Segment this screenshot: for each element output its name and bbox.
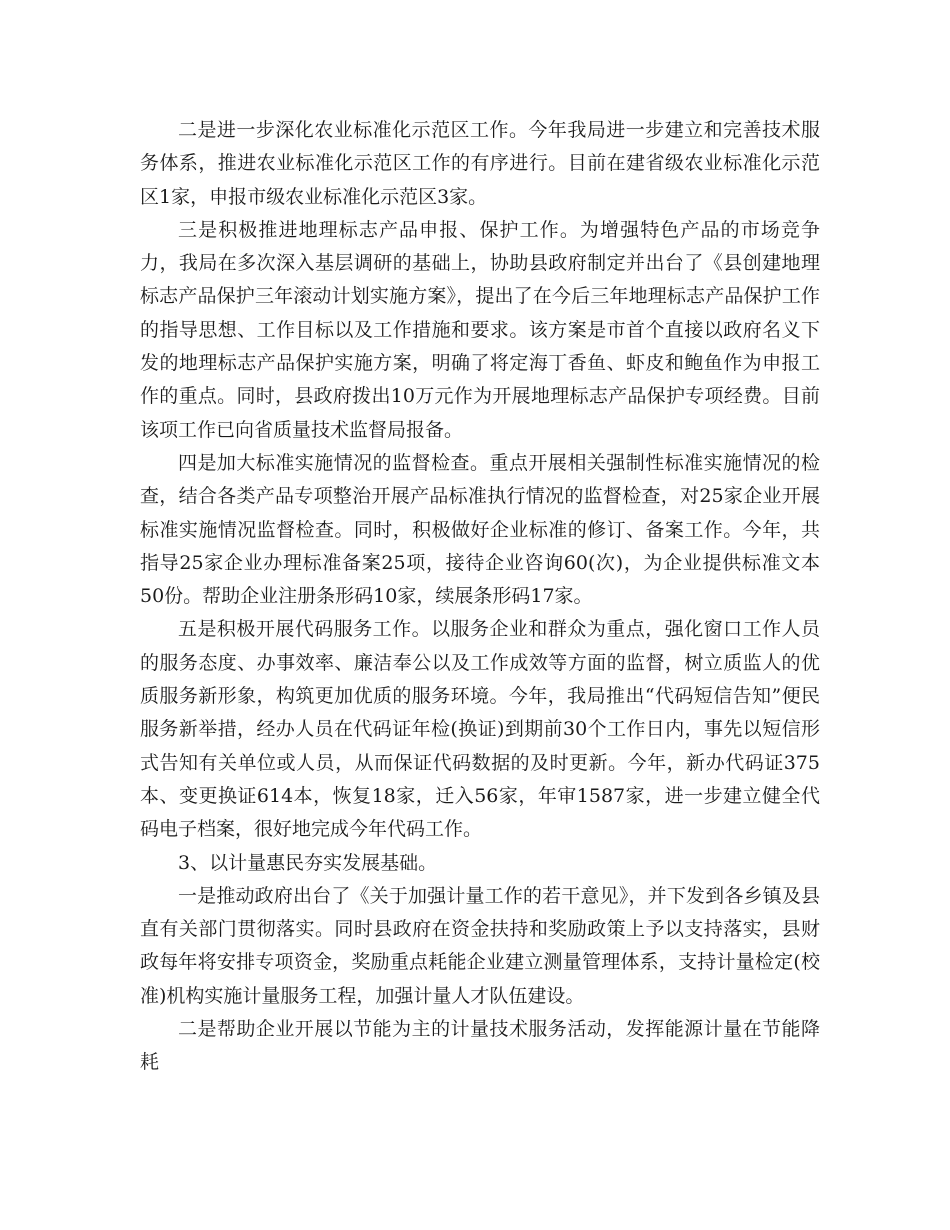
paragraph-code-service: 五是积极开展代码服务工作。以服务企业和群众为重点，强化窗口工作人员的服务态度、办事效率、廉洁奉公以及工作成效等方面的监督，树立质监人的优质服务新形象，构筑更加优质的服务环境。今年，我局推出“代码短信告知”便民服务新举措，经办人员在代码证年检(换证)到期前30个工作日内，事先以短信形式告知有关单位或人员，从而保证代码数据的及时更新。今年，新办代码证375本、变更换证614本，恢复18家，迁入56家，年审1587家，进一步建立健全代码电子档案，很好地完成今年代码工作。: [140, 618, 820, 841]
paragraph-metrology-policy: 一是推动政府出台了《关于加强计量工作的若干意见》，并下发到各乡镇及县直有关部门贯彻落实。同时县政府在资金扶持和奖励政策上予以支持落实，县财政每年将安排专项资金，奖励重点耗能企业建立测量管理体系，支持计量检定(校准)机构实施计量服务工程，加强计量人才队伍建设。: [140, 884, 820, 1007]
paragraph-geographical-indication: 三是积极推进地理标志产品申报、保护工作。为增强特色产品的市场竞争力，我局在多次深入基层调研的基础上，协助县政府制定并出台了《县创建地理标志产品保护三年滚动计划实施方案》，提出了在今后三年地理标志产品保护工作的指导思想、工作目标以及工作措施和要求。该方案是市首个直接以政府名义下发的地理标志产品保护实施方案，明确了将定海丁香鱼、虾皮和鲍鱼作为申报工作的重点。同时，县政府拨出10万元作为开展地理标志产品保护专项经费。目前该项工作已向省质量技术监督局报备。: [140, 218, 820, 441]
document-page: [140, 114, 820, 1080]
paragraph-standard-supervision: 四是加大标准实施情况的监督检查。重点开展相关强制性标准实施情况的检查，结合各类产品专项整治开展产品标准执行情况的监督检查，对25家企业开展标准实施情况监督检查。同时，积极做好企业标准的修订、备案工作。今年，共指导25家企业办理标准备案25项，接待企业咨询60(次)，为企业提供标准文本50份。帮助企业注册条形码10家，续展条形码17家。: [140, 451, 820, 608]
paragraph-energy-metrology: 二是帮助企业开展以节能为主的计量技术服务活动，发挥能源计量在节能降耗: [140, 1018, 820, 1074]
section-heading-metrology: 3、以计量惠民夯实发展基础。: [178, 851, 438, 874]
paragraph-agri-standardization: 二是进一步深化农业标准化示范区工作。今年我局进一步建立和完善技术服务体系，推进农业标准化示范区工作的有序进行。目前在建省级农业标准化示范区1家，申报市级农业标准化示范区3家。: [140, 119, 820, 208]
